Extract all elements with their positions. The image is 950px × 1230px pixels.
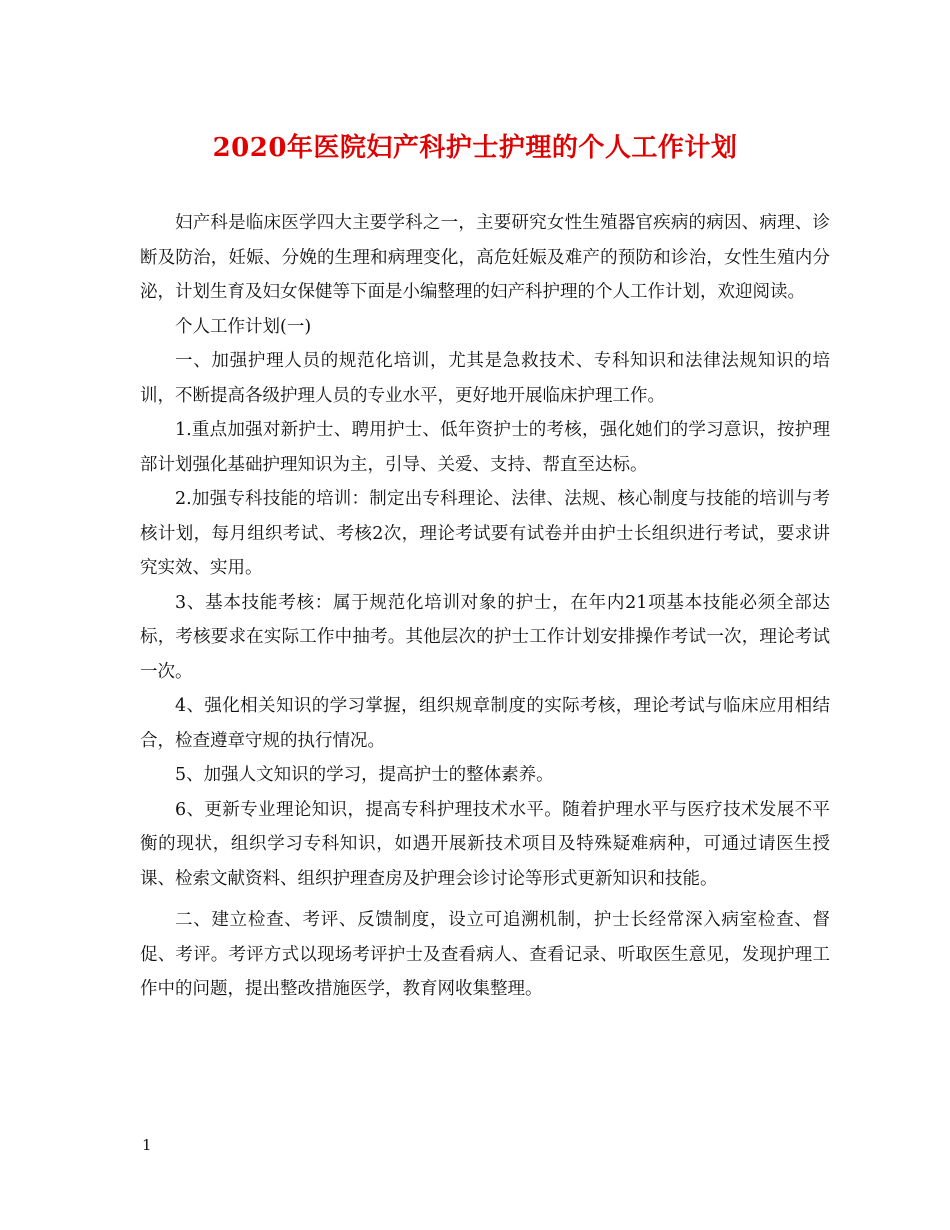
paragraph-item-1-2: 2.加强专科技能的培训：制定出专科理论、法律、法规、核心制度与技能的培训与考核计划，每月组织考试、考核2次，理论考试要有试卷并由护士长组织进行考试，要求讲究实效、实用。 xyxy=(140,489,830,578)
paragraph-item-1-1: 1.重点加强对新护士、聘用护士、低年资护士的考核，强化她们的学习意识，按护理部计划强化基础护理知识为主，引导、关爱、支持、帮直至达标。 xyxy=(140,420,830,475)
paragraph-intro: 妇产科是临床医学四大主要学科之一，主要研究女性生殖器官疾病的病因、病理、诊断及防治，妊娠、分娩的生理和病理变化，高危妊娠及难产的预防和诊治，女性生殖内分泌，计划生育及妇女保健等下面是小编整理的妇产科护理的个人工作计划，欢迎阅读。 xyxy=(140,213,830,302)
paragraph-item-1-4: 4、强化相关知识的学习掌握，组织规章制度的实际考核，理论考试与临床应用相结合，检查遵章守规的执行情况。 xyxy=(140,696,830,751)
paragraph-item-1-3: 3、基本技能考核：属于规范化培训对象的护士，在年内21项基本技能必须全部达标，考核要求在实际工作中抽考。其他层次的护士工作计划安排操作考试一次，理论考试一次。 xyxy=(140,592,830,682)
paragraph-item-1-6: 6、更新专业理论知识，提高专科护理技术水平。随着护理水平与医疗技术发展不平衡的现状，组织学习专科知识，如遇开展新技术项目及特殊疑难病种，可通过请医生授课、检索文献资料、组织护理查房及护理会诊讨论等形式更新知识和技能。 xyxy=(140,799,830,889)
paragraph-item-1: 一、加强护理人员的规范化培训，尤其是急救技术、专科知识和法律法规知识的培训，不断提高各级护理人员的专业水平，更好地开展临床护理工作。 xyxy=(140,351,830,406)
paragraph-item-1-5: 5、加强人文知识的学习，提高护士的整体素养。 xyxy=(175,765,554,785)
document-body xyxy=(140,206,830,1007)
paragraph-item-2: 二、建立检查、考评、反馈制度，设立可追溯机制，护士长经常深入病室检查、督促、考评。考评方式以现场考评护士及查看病人、查看记录、听取医生意见，发现护理工作中的问题，提出整改措施医学，教育网收集整理。 xyxy=(140,910,830,999)
page-number: 1 xyxy=(142,1136,152,1154)
paragraph-section-heading: 个人工作计划(一) xyxy=(175,316,312,337)
document-title: 2020年医院妇产科护士护理的个人工作计划 xyxy=(212,133,738,163)
